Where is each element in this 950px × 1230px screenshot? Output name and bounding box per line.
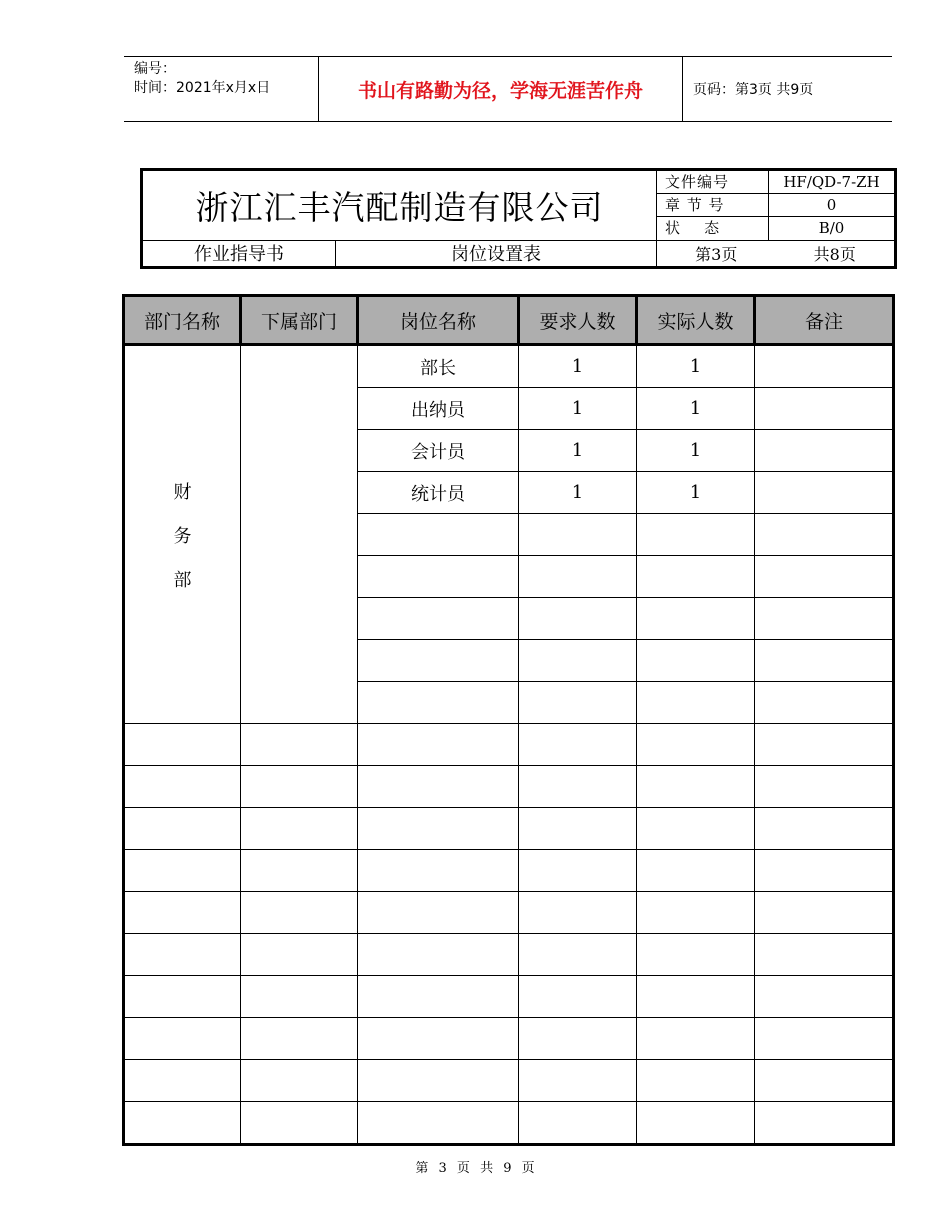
empty-cell [241, 976, 358, 1018]
meta-value: 0 [826, 196, 837, 214]
empty-table-row [124, 766, 894, 808]
position-name [358, 514, 519, 556]
note [755, 598, 894, 640]
empty-cell [124, 850, 241, 892]
empty-cell [637, 976, 755, 1018]
meta-row-section [657, 194, 894, 217]
note [755, 682, 894, 724]
empty-cell [519, 766, 637, 808]
empty-cell [755, 808, 894, 850]
note [755, 640, 894, 682]
empty-table-row [124, 1060, 894, 1102]
empty-cell [358, 1102, 519, 1145]
note [755, 472, 894, 514]
actual-count [637, 556, 755, 598]
column-header: 岗位名称 [358, 296, 519, 345]
empty-cell [358, 850, 519, 892]
position-name: 部长 [358, 345, 519, 388]
department-name [124, 345, 241, 724]
empty-cell [637, 766, 755, 808]
required-count [519, 640, 637, 682]
required-count: 1 [519, 472, 637, 514]
position-name: 会计员 [358, 430, 519, 472]
position-table [122, 294, 895, 1146]
empty-cell [519, 1060, 637, 1102]
empty-cell [358, 1060, 519, 1102]
note [755, 430, 894, 472]
footer-text: 共 [480, 1161, 494, 1176]
position-name [358, 682, 519, 724]
actual-count: 1 [637, 388, 755, 430]
document-meta [657, 171, 894, 241]
column-header: 部门名称 [124, 296, 241, 345]
empty-cell [755, 850, 894, 892]
empty-cell [755, 1060, 894, 1102]
meta-row-status [657, 217, 894, 240]
position-name: 出纳员 [358, 388, 519, 430]
column-header: 实际人数 [637, 296, 755, 345]
empty-cell [358, 934, 519, 976]
subdepartment [241, 345, 358, 724]
empty-cell [358, 892, 519, 934]
empty-cell [755, 724, 894, 766]
note [755, 514, 894, 556]
column-header: 下属部门 [241, 296, 358, 345]
empty-table-row [124, 724, 894, 766]
meta-key: 文件编号 [657, 171, 769, 193]
column-header: 备注 [755, 296, 894, 345]
empty-cell [519, 1102, 637, 1145]
title-bottom-row [143, 241, 894, 266]
position-name [358, 598, 519, 640]
required-count: 1 [519, 430, 637, 472]
meta-value: HF/QD-7-ZH [783, 173, 880, 191]
empty-cell [755, 1102, 894, 1145]
empty-cell [241, 1060, 358, 1102]
page-total: 共8页 [813, 245, 856, 264]
empty-cell [358, 976, 519, 1018]
actual-count: 1 [637, 345, 755, 388]
note [755, 556, 894, 598]
footer-page-number: 3 [438, 1161, 447, 1176]
number-label: 编号： [134, 61, 176, 77]
table-row [124, 345, 894, 388]
empty-cell [124, 724, 241, 766]
empty-cell [124, 1060, 241, 1102]
page-info: 页码：第3页 共9页 [693, 82, 814, 98]
empty-cell [519, 1018, 637, 1060]
document-title-block [140, 168, 897, 269]
empty-cell [358, 724, 519, 766]
column-header: 要求人数 [519, 296, 637, 345]
table-body [124, 345, 894, 1145]
empty-cell [519, 892, 637, 934]
empty-cell [358, 766, 519, 808]
empty-table-row [124, 1102, 894, 1145]
page-current: 第3页 [695, 245, 738, 264]
empty-cell [519, 976, 637, 1018]
motto: 书山有路勤为径，学海无涯苦作舟 [319, 57, 683, 121]
page-footer [0, 1157, 950, 1176]
empty-cell [241, 724, 358, 766]
empty-cell [755, 766, 894, 808]
actual-count: 1 [637, 472, 755, 514]
empty-cell [124, 1102, 241, 1145]
empty-cell [637, 892, 755, 934]
running-header [124, 56, 892, 122]
required-count: 1 [519, 345, 637, 388]
footer-text: 页 [521, 1161, 535, 1176]
empty-cell [124, 766, 241, 808]
table-header-row [124, 296, 894, 345]
empty-cell [241, 934, 358, 976]
time-label: 时间：2021年x月x日 [134, 80, 271, 96]
empty-cell [241, 1102, 358, 1145]
empty-cell [637, 808, 755, 850]
empty-cell [637, 1102, 755, 1145]
required-count: 1 [519, 388, 637, 430]
actual-count [637, 640, 755, 682]
actual-count: 1 [637, 430, 755, 472]
empty-cell [124, 808, 241, 850]
empty-cell [124, 892, 241, 934]
empty-cell [519, 808, 637, 850]
header-meta [124, 57, 319, 121]
empty-table-row [124, 976, 894, 1018]
meta-key: 章 节 号 [657, 194, 769, 216]
empty-cell [637, 1060, 755, 1102]
empty-cell [519, 850, 637, 892]
empty-cell [241, 766, 358, 808]
page-count [657, 241, 894, 266]
actual-count [637, 598, 755, 640]
empty-table-row [124, 1018, 894, 1060]
empty-cell [241, 808, 358, 850]
required-count [519, 514, 637, 556]
empty-cell [637, 1018, 755, 1060]
required-count [519, 598, 637, 640]
empty-cell [637, 850, 755, 892]
department-char: 务 [173, 525, 192, 547]
position-name: 统计员 [358, 472, 519, 514]
empty-cell [124, 934, 241, 976]
meta-value: B/0 [818, 219, 845, 237]
required-count [519, 682, 637, 724]
empty-cell [519, 934, 637, 976]
empty-cell [241, 892, 358, 934]
empty-cell [124, 1018, 241, 1060]
footer-text: 页 [456, 1161, 470, 1176]
form-name: 岗位设置表 [336, 241, 657, 266]
empty-cell [755, 934, 894, 976]
company-name: 浙江汇丰汽配制造有限公司 [143, 171, 657, 241]
empty-cell [241, 850, 358, 892]
empty-cell [637, 934, 755, 976]
footer-total-number: 9 [503, 1161, 512, 1176]
actual-count [637, 682, 755, 724]
empty-cell [241, 1018, 358, 1060]
department-char: 部 [173, 569, 192, 591]
department-char: 财 [173, 481, 192, 503]
meta-key: 状 态 [657, 217, 769, 240]
empty-cell [358, 1018, 519, 1060]
position-name [358, 640, 519, 682]
note [755, 388, 894, 430]
empty-cell [124, 976, 241, 1018]
meta-row-file-number [657, 171, 894, 194]
note [755, 345, 894, 388]
empty-table-row [124, 892, 894, 934]
empty-table-row [124, 808, 894, 850]
empty-cell [755, 976, 894, 1018]
empty-cell [755, 1018, 894, 1060]
empty-table-row [124, 934, 894, 976]
actual-count [637, 514, 755, 556]
empty-cell [358, 808, 519, 850]
empty-cell [637, 724, 755, 766]
position-name [358, 556, 519, 598]
footer-text: 第 [415, 1161, 429, 1176]
empty-table-row [124, 850, 894, 892]
empty-cell [755, 892, 894, 934]
doc-type: 作业指导书 [143, 241, 336, 266]
required-count [519, 556, 637, 598]
empty-cell [519, 724, 637, 766]
